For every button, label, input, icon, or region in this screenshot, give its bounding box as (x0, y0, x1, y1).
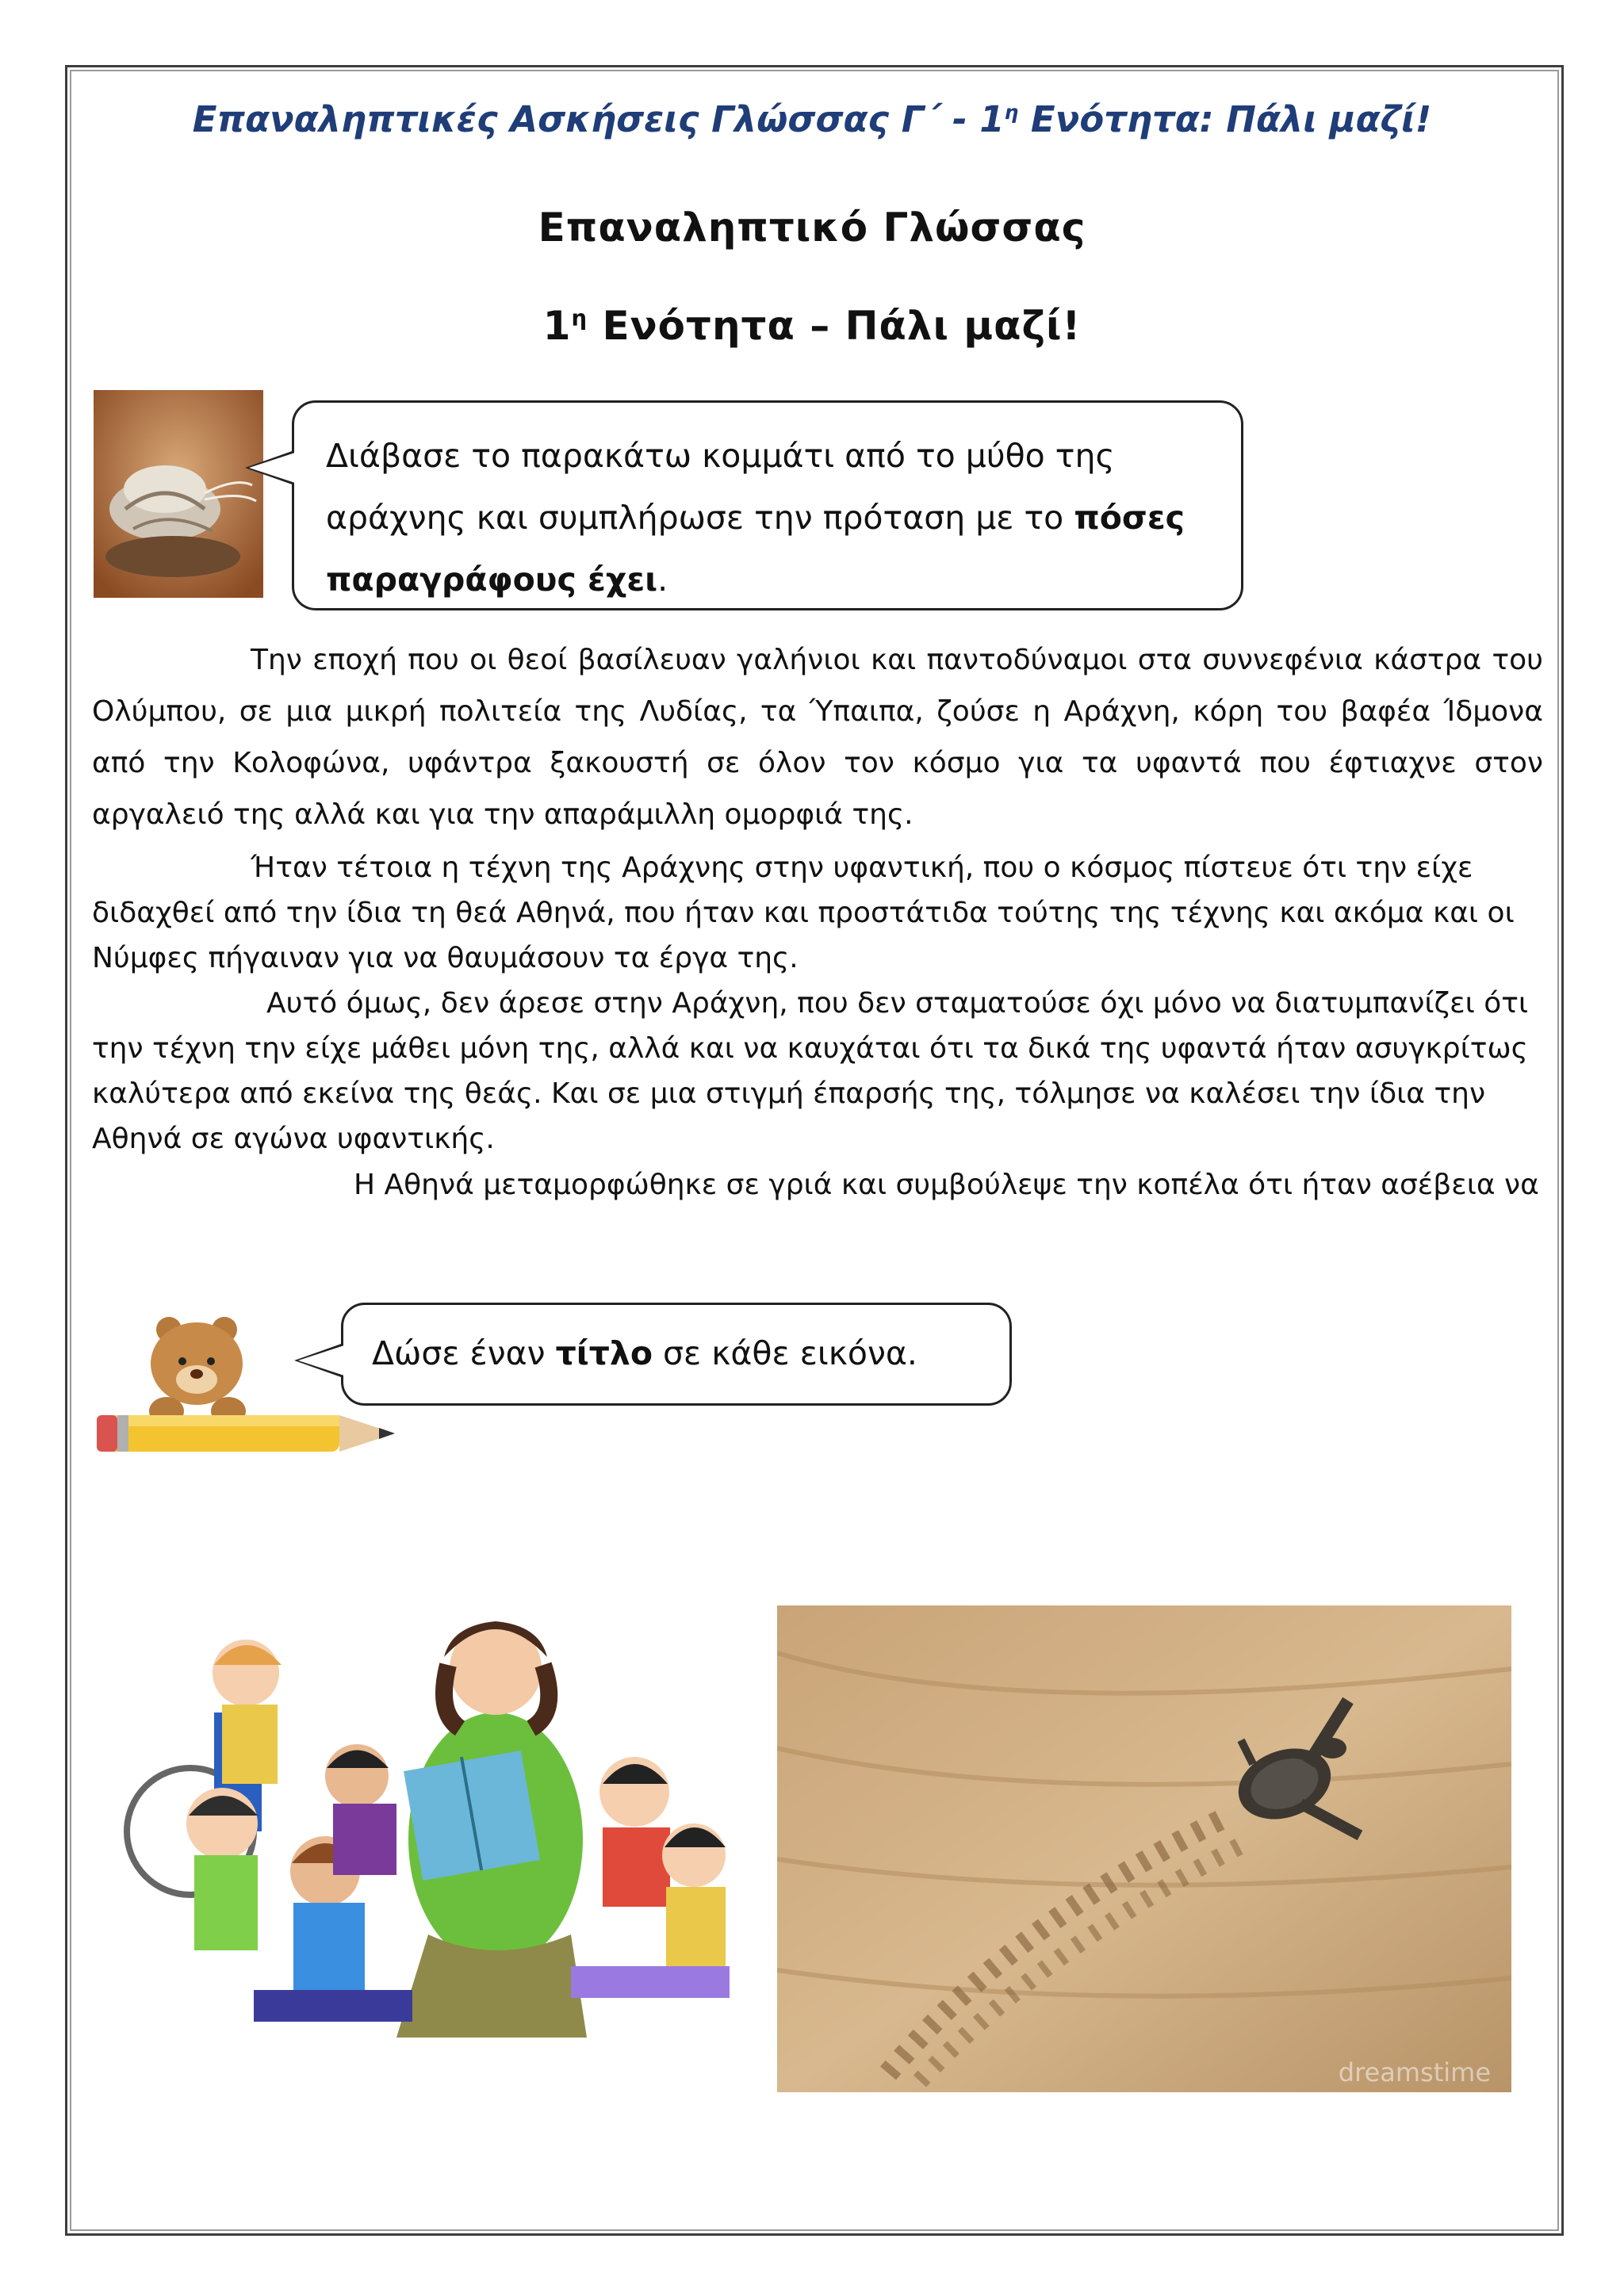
page-title: Επαναληπτικό Γλώσσας (538, 205, 1086, 251)
turtle-sand-photo (777, 1605, 1511, 2092)
header-title: Επαναληπτικές Ασκήσεις Γλώσσας $\Gamma΄ - 1^\eta$ Ενότητα: Πάλι μαζί! (192, 98, 1432, 140)
passage-paragraph-2: Ήταν τέτοια η τέχνη της Αράχνης στην υφαντική, που ο κόσμος πίστευε ότι την είχε διδαχθεί από την ίδια τη θεά Αθηνά, που ήταν και προστάτιδα τούτης της τέχνης και ακόμα και οι Νύμφες πήγαιναν για να θαυμάσουν τα έργα της. (92, 851, 1515, 974)
instruction-bubble-titles (341, 1303, 1012, 1406)
instruction-text: Διάβασε το παρακάτω κομμάτι από το μύθο της αράχνης και συμπλήρωσε την πρόταση με το πόσες παραγράφους έχει. (326, 437, 1185, 599)
snail-image (94, 390, 263, 598)
passage-paragraph-1: Την εποχή που οι θεοί βασίλευαν γαλήνιοι και παντοδύναμοι στα συννεφένια κάστρα του Ολύμπου, σε μια μικρή πολιτεία της Λυδίας, τα Ύπαιπα, ζούσε η Αράχνη, κόρη του βαφέα Ίδμονα από την Κολοφώνα, υφάντρα ξακουστή σε όλον τον κόσμο για τα υφαντά που έφτιαχνε στον αργαλειό της αλλά και για την απαράμιλλη ομορφιά της. (92, 644, 1543, 831)
instruction-bubble-paragraphs (292, 400, 1243, 610)
passage-paragraph-4: Η Αθηνά μεταμορφώθηκε σε γριά και συμβούλεψε την κοπέλα ότι ήταν ασέβεια να (354, 1169, 1539, 1201)
passage-paragraph-3: Αυτό όμως, δεν άρεσε στην Αράχνη, που δεν σταματούσε όχι μόνο να διατυμπανίζει ότι την τέχνη την είχε μάθει μόνη της, αλλά και να καυχάται ότι τα δικά της υφαντά ήταν ασυγκρίτως καλύτερα από εκείνα της θεάς. Και σε μια στιγμή έπαρσής της, τόλμησε να καλέσει την ίδια την Αθηνά σε αγώνα υφαντικής. (92, 987, 1529, 1155)
teacher-reading-image (95, 1594, 745, 2117)
svg-text:dreamstime: dreamstime (1338, 2057, 1491, 2087)
instruction-text-2: Δώσε έναν τίτλο σε κάθε εικόνα. (372, 1334, 917, 1372)
unit-title: $1^\eta$ Ενότητα – Πάλι μαζί! (542, 303, 1082, 349)
